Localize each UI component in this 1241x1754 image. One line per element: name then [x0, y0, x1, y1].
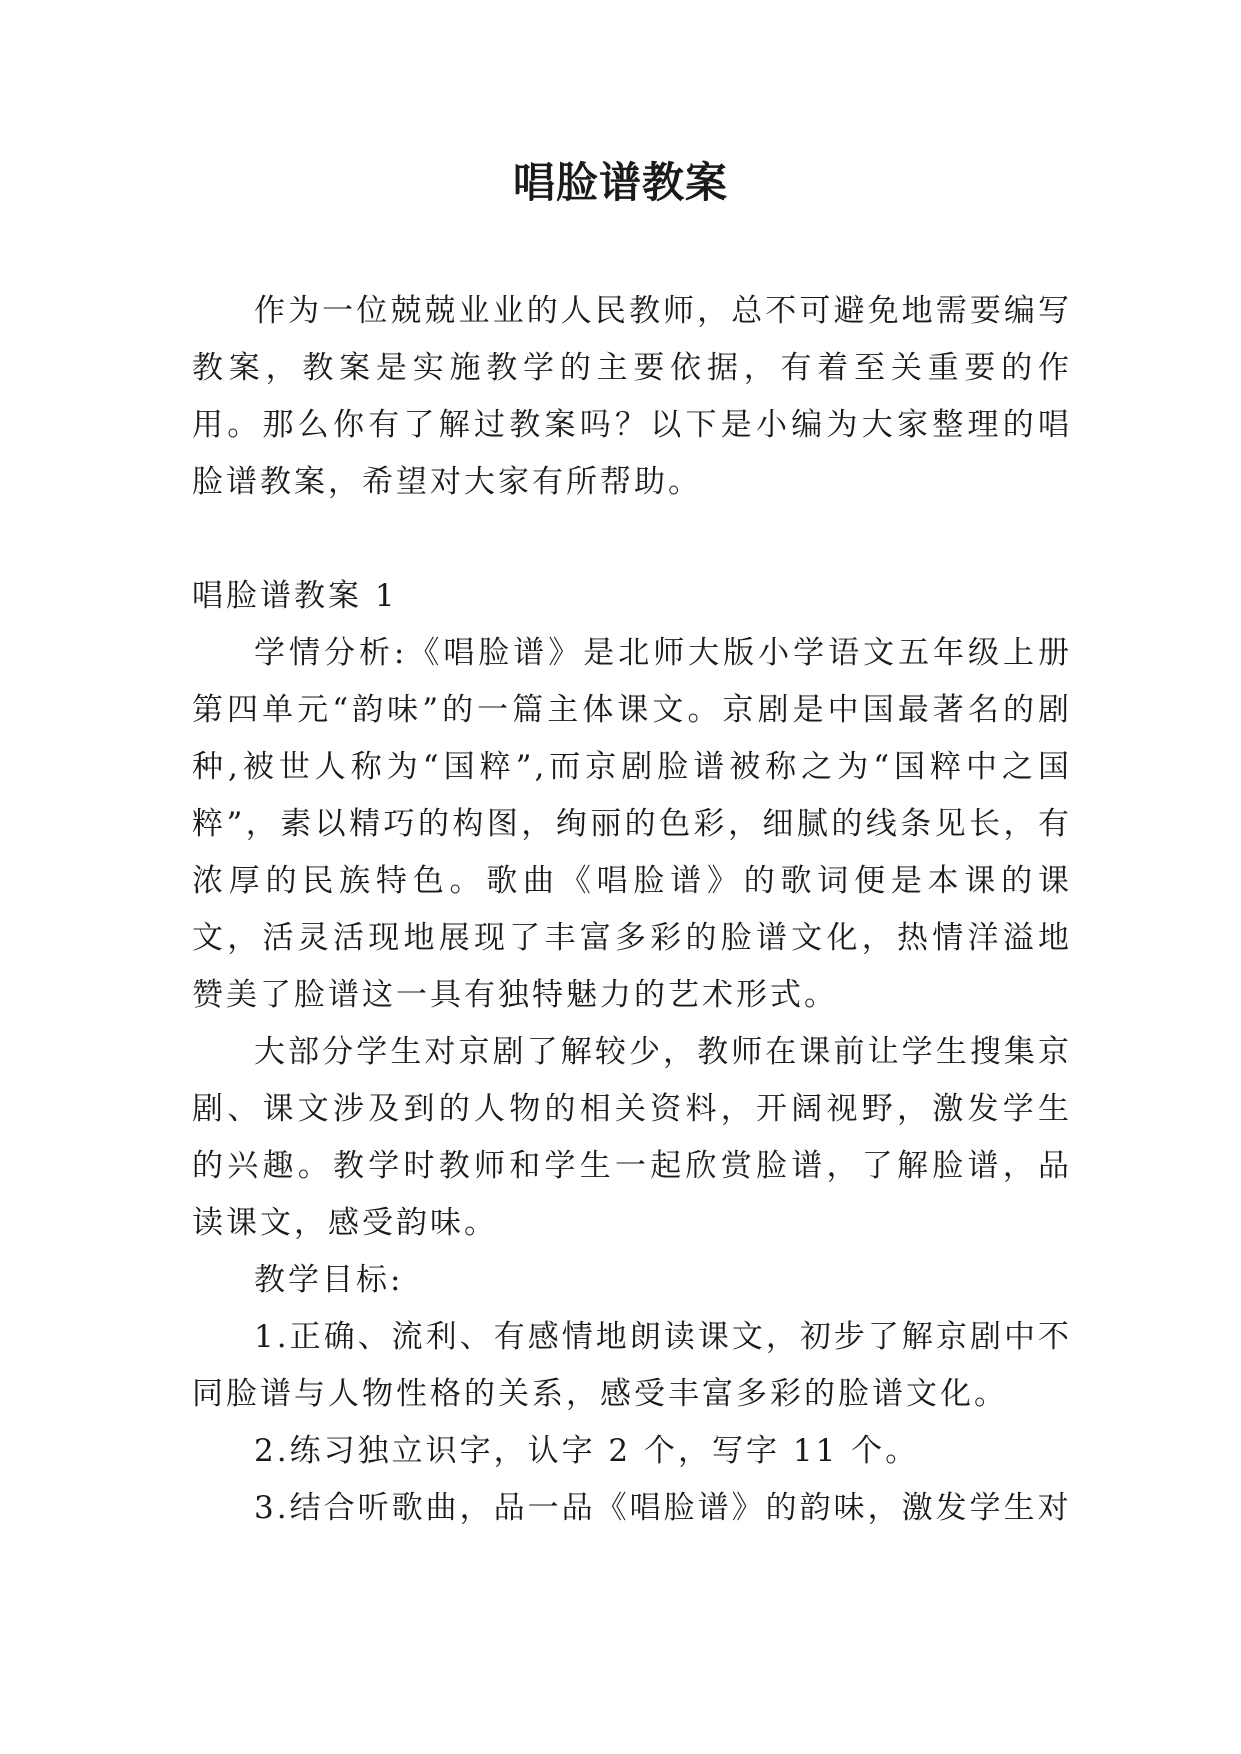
- paragraph-goals-heading: 教学目标:: [254, 1262, 404, 1298]
- paragraph-goal-3: 3.结合听歌曲，品一品《唱脸谱》的韵味，激发学生对: [254, 1490, 1072, 1526]
- document-title: 唱脸谱教案: [512, 158, 728, 207]
- document-body: [192, 283, 1072, 1537]
- section-heading: 唱脸谱教案 1: [192, 578, 398, 614]
- paragraph-goal-2: 2.练习独立识字，认字 2 个，写字 11 个。: [254, 1433, 920, 1469]
- paragraph-goal-1: 1.正确、流利、有感情地朗读课文，初步了解京剧中不同脸谱与人物性格的关系，感受丰富多彩的脸谱文化。: [192, 1319, 1072, 1412]
- intro-paragraph: 作为一位兢兢业业的人民教师，总不可避免地需要编写教案，教案是实施教学的主要依据，有着至关重要的作用。那么你有了解过教案吗？以下是小编为大家整理的唱脸谱教案，希望对大家有所帮助。: [192, 293, 1072, 500]
- paragraph-learning-analysis: 学情分析:《唱脸谱》是北师大版小学语文五年级上册第四单元“韵味”的一篇主体课文。京剧是中国最著名的剧种,被世人称为“国粹”,而京剧脸谱被称之为“国粹中之国粹”，素以精巧的构图，绚丽的色彩，细腻的线条见长，有浓厚的民族特色。歌曲《唱脸谱》的歌词便是本课的课文，活灵活现地展现了丰富多彩的脸谱文化，热情洋溢地赞美了脸谱这一具有独特魅力的艺术形式。: [192, 635, 1072, 1013]
- paragraph-student-background: 大部分学生对京剧了解较少，教师在课前让学生搜集京剧、课文涉及到的人物的相关资料，开阔视野，激发学生的兴趣。教学时教师和学生一起欣赏脸谱，了解脸谱，品读课文，感受韵味。: [192, 1034, 1072, 1241]
